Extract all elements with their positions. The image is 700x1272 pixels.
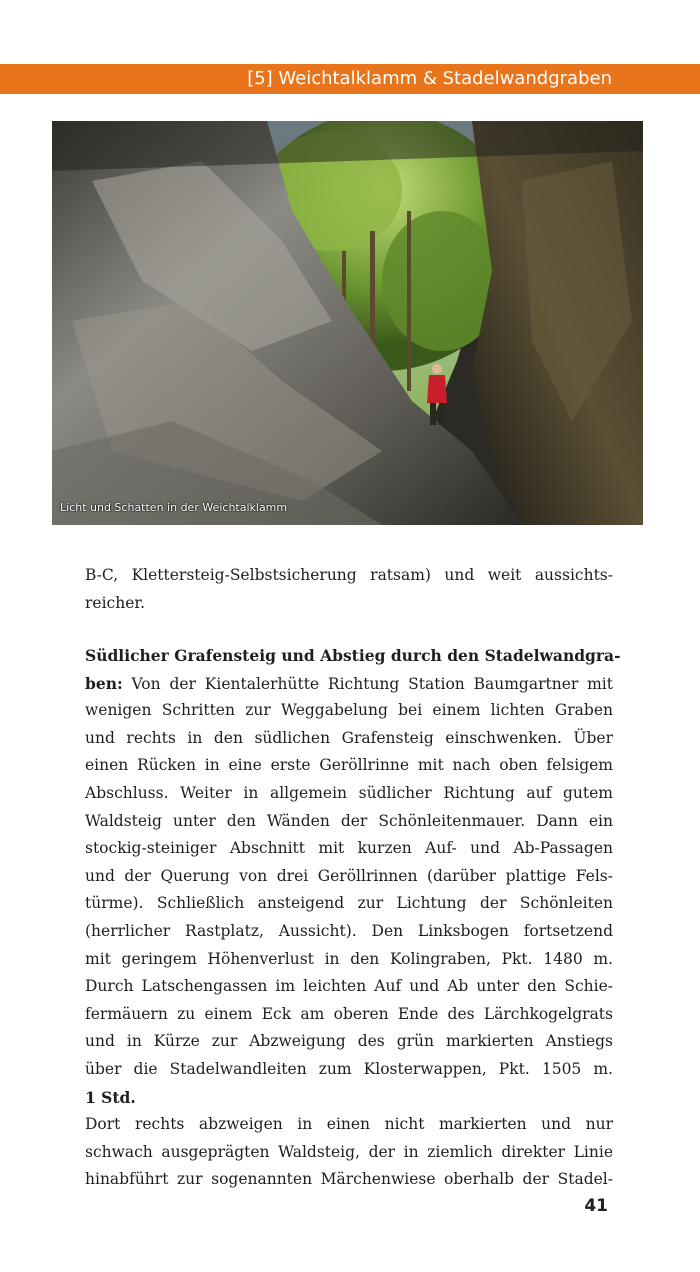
text-line (85, 670, 613, 698)
chapter-title: [5] Weichtalklamm & Stadelwandgraben (247, 68, 612, 89)
text-line: fermäuern zu einem Eck am oberen Ende des Lärchkogelgrats (85, 1004, 613, 1023)
section-heading-line (85, 642, 621, 670)
text-line: Waldsteig unter den Wänden der Schönleitenmauer. Dann ein (85, 811, 613, 830)
route-section (85, 642, 621, 1194)
paragraph-continuation (85, 562, 613, 617)
text-line: und der Querung von drei Geröllrinnen (darüber plattige Fels- (85, 866, 613, 885)
text-line: und in Kürze zur Abzweigung des grün markierten Anstiegs (85, 1032, 613, 1051)
text-line: stockig-steiniger Abschnitt mit kurzen Auf- und Ab-Passagen (85, 839, 613, 858)
duration-label: 1 Std. (85, 1087, 136, 1107)
text-span: Von der Kientalerhütte Richtung Station Baumgartner mit (122, 674, 613, 693)
gorge-photo (52, 121, 643, 525)
text-line: über die Stadelwandleiten zum Klosterwappen, Pkt. 1505 m. (85, 1059, 613, 1078)
section-heading: Südlicher Grafensteig und Abstieg durch den Stadelwandgra- (85, 646, 621, 665)
text-line: B-C, Klettersteig-Selbstsicherung ratsam) und weit aussichts- (85, 566, 613, 584)
text-line: türme). Schließlich ansteigend zur Lichtung der Schönleiten (85, 894, 613, 913)
page-number: 41 (584, 1196, 608, 1216)
text-line: wenigen Schritten zur Weggabelung bei einem lichten Graben (85, 701, 613, 720)
photo-caption: Licht und Schatten in der Weichtalklamm (60, 501, 288, 514)
text-line: (herrlicher Rastplatz, Aussicht). Den Linksbogen fortsetzend (85, 921, 613, 940)
text-line: Dort rechts abzweigen in einen nicht markierten und nur (85, 1115, 613, 1134)
chapter-header-bar (0, 64, 700, 94)
section-heading-end: ben: (85, 673, 123, 693)
text-line: reicher. (85, 593, 146, 612)
gorge-illustration (52, 121, 643, 525)
text-line (85, 1084, 613, 1112)
text-line: einen Rücken in eine erste Geröllrinne mit nach oben felsigem (85, 756, 613, 775)
text-line: hinabführt zur sogenannten Märchenwiese oberhalb der Stadel- (85, 1170, 613, 1189)
text-line: mit geringem Höhenverlust in den Kolingraben, Pkt. 1480 m. (85, 949, 613, 968)
text-line: Abschluss. Weiter in allgemein südlicher Richtung auf gutem (85, 783, 613, 802)
text-line: Durch Latschengassen im leichten Auf und Ab unter den Schie- (85, 977, 613, 996)
text-line: und rechts in den südlichen Grafensteig einschwenken. Über (85, 728, 613, 747)
text-line: schwach ausgeprägten Waldsteig, der in ziemlich direkter Linie (85, 1142, 613, 1161)
